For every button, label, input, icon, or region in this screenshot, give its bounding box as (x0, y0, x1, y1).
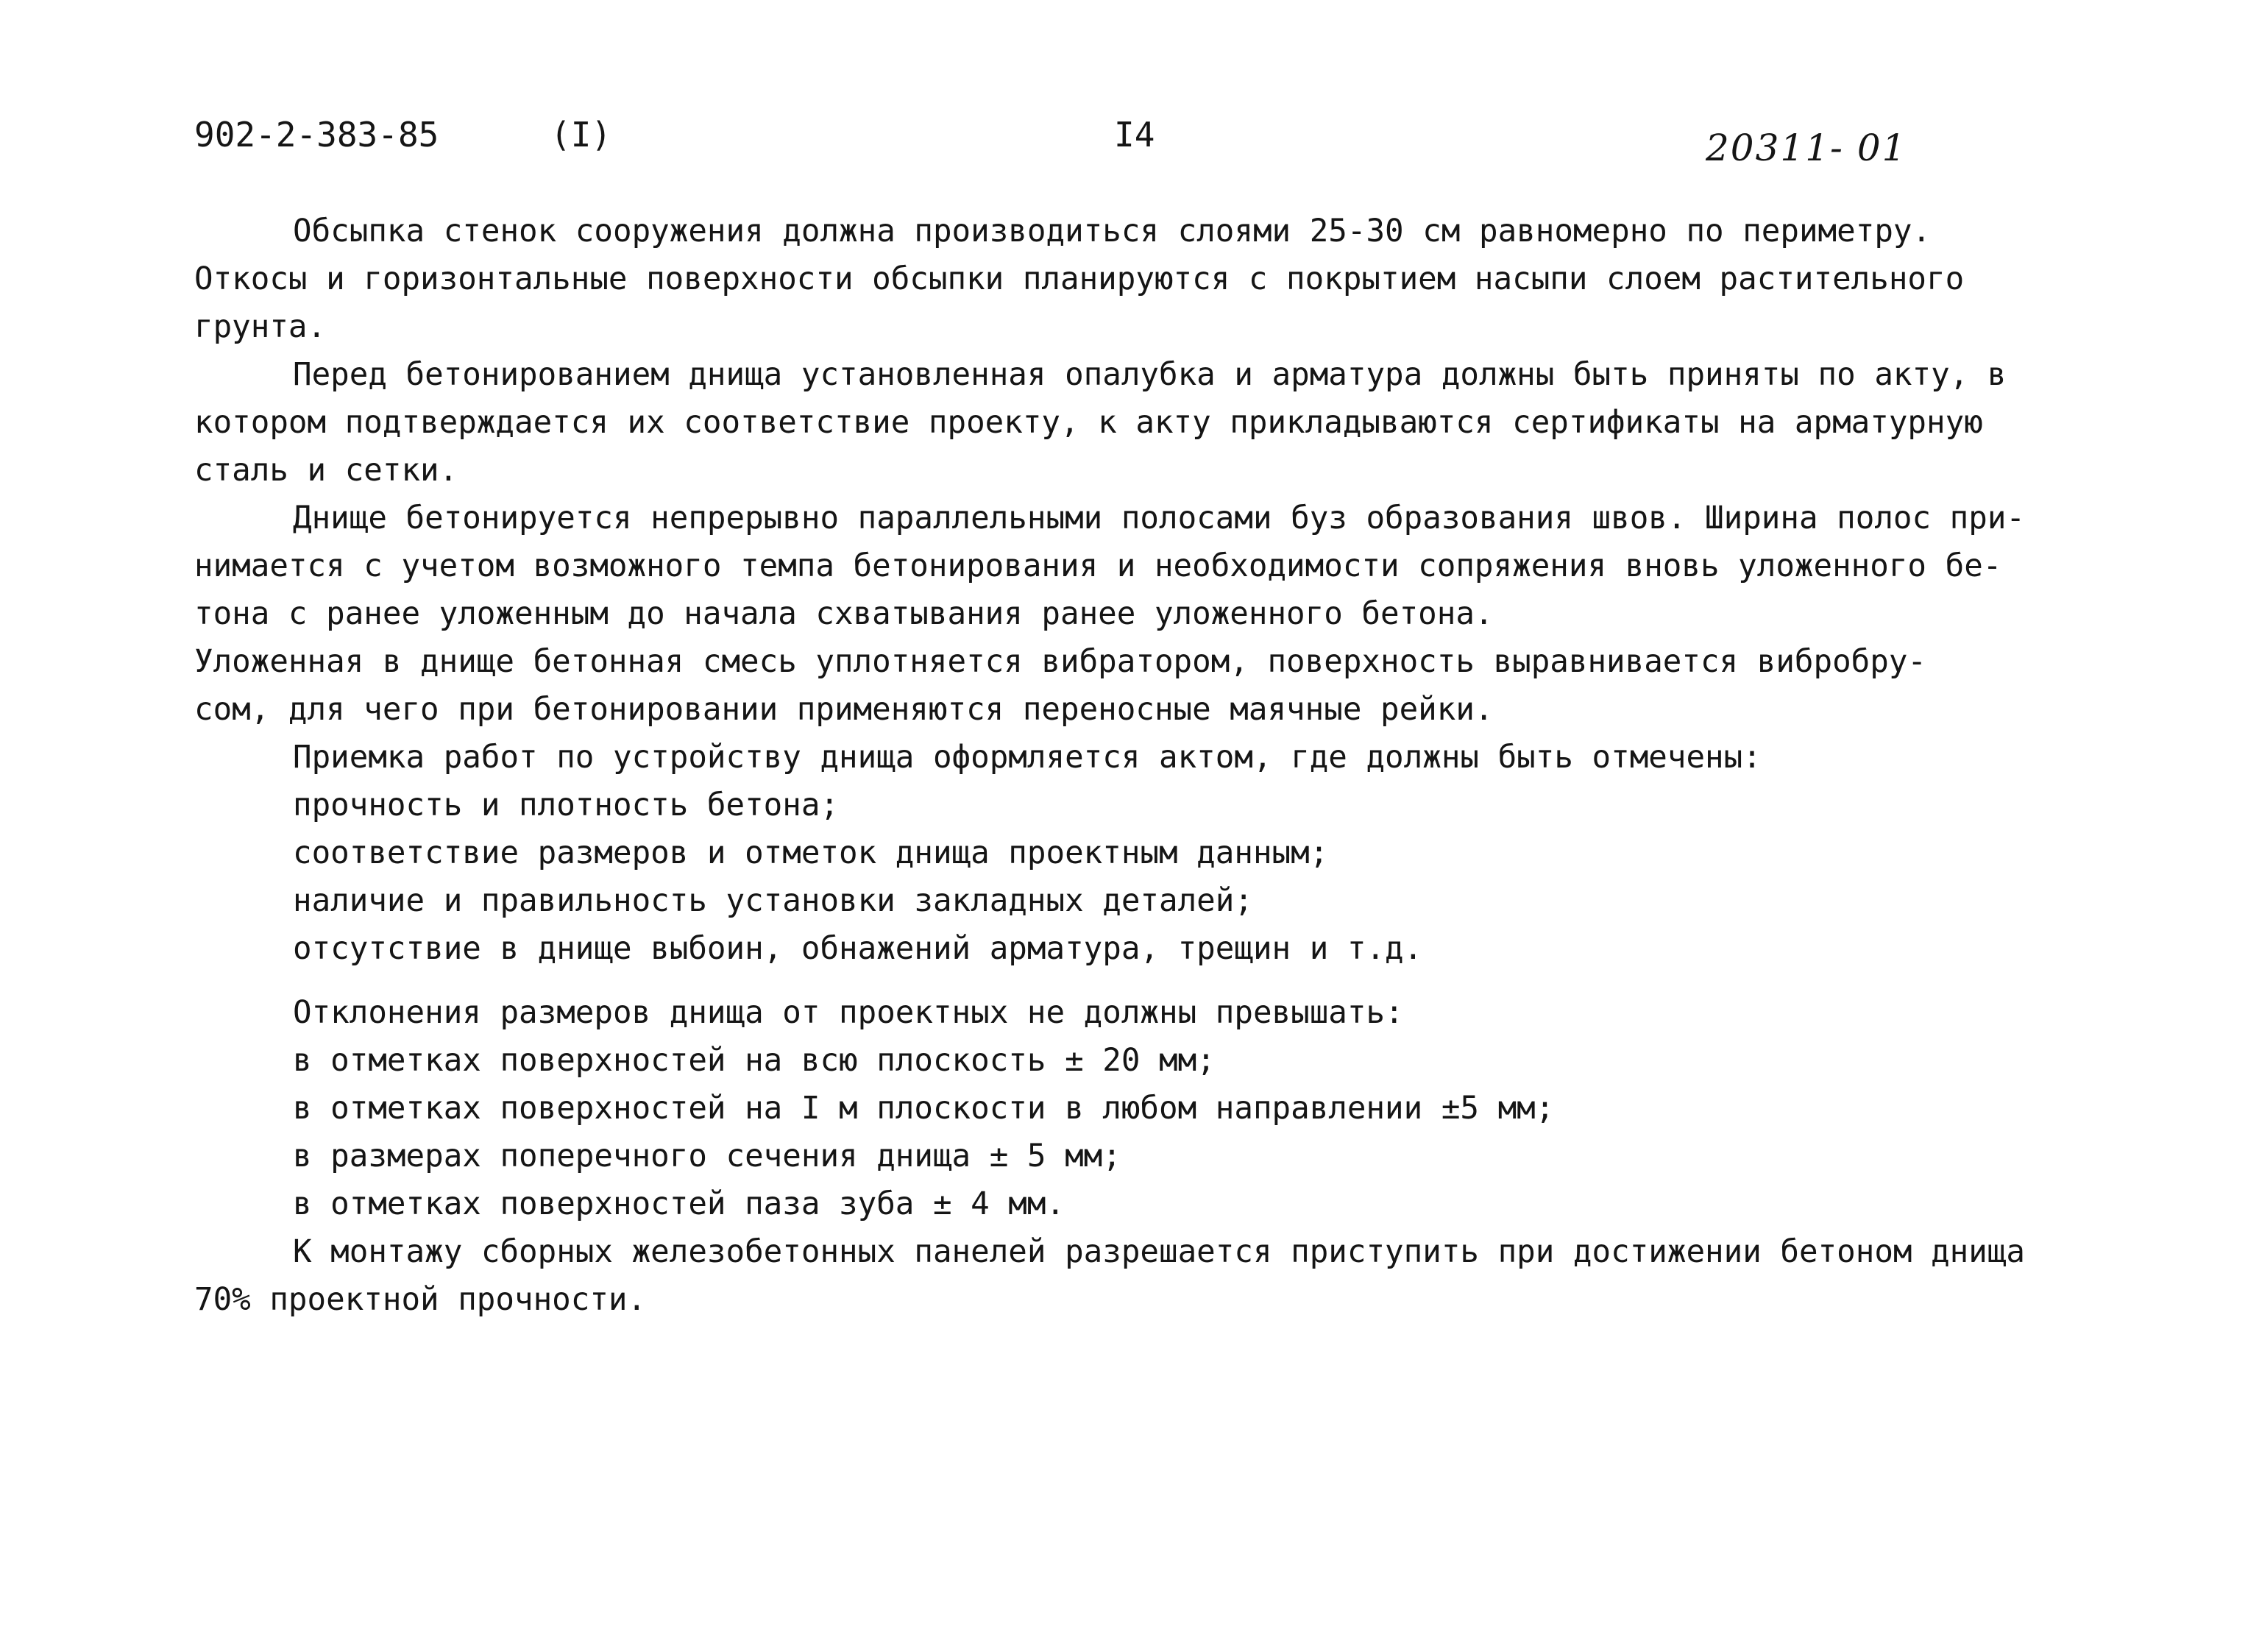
body-text (194, 208, 2122, 1324)
text-line: Отклонения размеров днища от проектных не должны превышать: (293, 995, 1404, 1031)
section-number: (I) (550, 115, 612, 155)
text-line: грунта. (194, 309, 327, 345)
text-line: сталь и сетки. (194, 453, 458, 489)
text-line: К монтажу сборных железобетонных панелей разрешается приступить при достижении бетоном днища (293, 1234, 2026, 1270)
text-line: наличие и правильность установки закладных деталей; (293, 883, 1253, 919)
text-line: прочность и плотность бетона; (293, 787, 840, 823)
text-line: тона с ранее уложенным до начала схватывания ранее уложенного бетона. (194, 596, 1494, 632)
text-line: в отметках поверхностей на всю плоскость ± 20 мм; (293, 1043, 1216, 1079)
text-line: сом, для чего при бетонировании применяются переносные маячные рейки. (194, 692, 1494, 728)
text-line: 70% проектной прочности. (194, 1282, 647, 1318)
document-code: 902-2-383-85 (194, 115, 439, 155)
text-line: Откосы и горизонтальные поверхности обсыпки планируются с покрытием насыпи слоем растительного (194, 261, 1965, 297)
paragraph-gap (194, 973, 2122, 989)
text-line: в отметках поверхностей паза зуба ± 4 мм. (293, 1186, 1065, 1222)
text-line: Днище бетонируется непрерывно параллельными полосами буз образования швов. Ширина полос при- (293, 500, 2026, 536)
text-line: Перед бетонированием днища установленная опалубка и арматура должны быть приняты по акту, в (293, 357, 2007, 393)
text-line: Обсыпка стенок сооружения должна производиться слоями 25-30 см равномерно по периметру. (293, 213, 1932, 249)
text-line: нимается с учетом возможного темпа бетонирования и необходимости сопряжения вновь уложенного бе- (194, 548, 2002, 584)
handwritten-stamp: 20311- 01 (1706, 127, 1907, 169)
text-line: Приемка работ по устройству днища оформляется актом, где должны быть отмечены: (293, 740, 1762, 776)
page-header (0, 109, 2259, 169)
text-line: котором подтверждается их соответствие проекту, к акту прикладываются сертификаты на арматурную (194, 405, 1983, 441)
text-line: Уложенная в днище бетонная смесь уплотняется вибратором, поверхность выравнивается вибробру- (194, 644, 1927, 680)
text-line: отсутствие в днище выбоин, обнажений арматура, трещин и т.д. (293, 931, 1423, 967)
text-line: в отметках поверхностей на I м плоскости в любом направлении ±5 мм; (293, 1091, 1555, 1127)
text-line: в размерах поперечного сечения днища ± 5 мм; (293, 1138, 1121, 1174)
page-number: I4 (1114, 115, 1155, 155)
text-line: соответствие размеров и отметок днища проектным данным; (293, 835, 1329, 871)
